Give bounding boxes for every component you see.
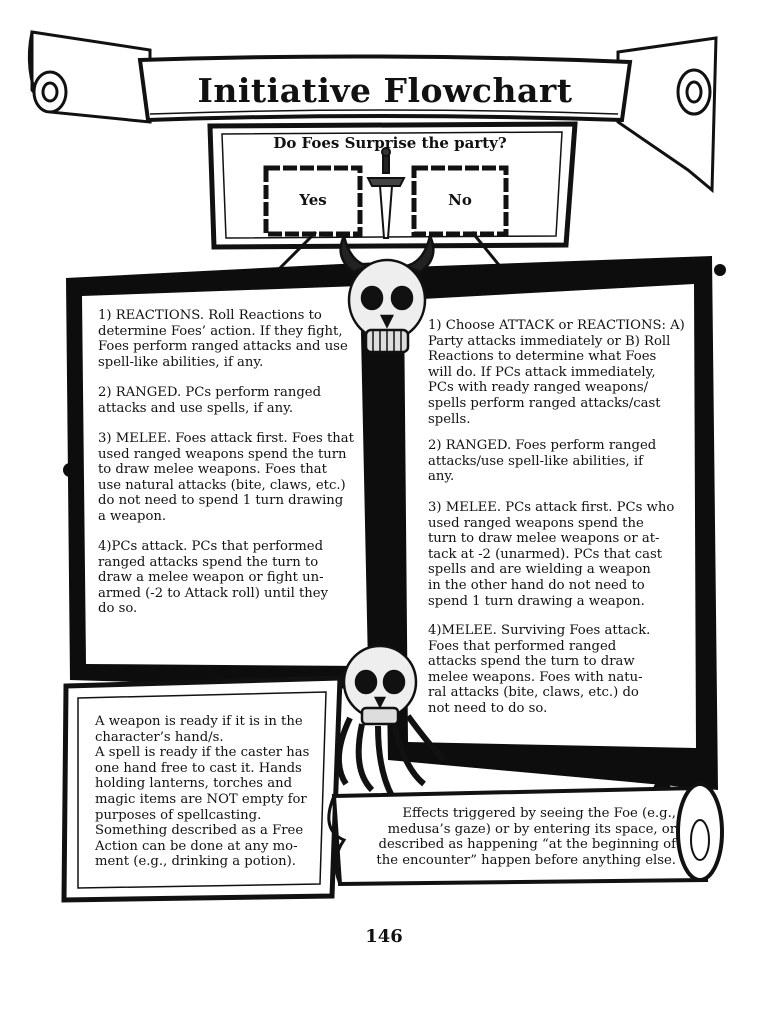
yes-step-4: 4)PCs attack. PCs that performed ranged attacks spend the turn to draw a melee weapon or fight un- armed (-2 to Attack roll) until they do so. [98,539,329,617]
yes-step-1: 1) REACTIONS. Roll Reactions to determine Foes’ action. If they fight, Foes perform ranged attacks and use spell-like abilities, if any. [98,308,348,370]
no-step-1: 1) Choose ATTACK or REACTIONS: A) Party attacks immediately or B) Roll Reactions to determine what Foes will do. If PCs attack immediately, PCs with ready ranged weapons/ spells perform ranged attacks/cast spells. [428,318,685,427]
no-step-3: 3) MELEE. PCs attack first. PCs who used ranged weapons spend the turn to draw melee weapons or at- tack at -2 (unarmed). PCs that cast spells and are wielding a weapon in the other hand do not need to spend 1 turn drawing a weapon. [428,500,675,609]
yes-step-2: 2) RANGED. PCs perform ranged attacks and use spells, if any. [98,385,322,416]
yes-choice: Yes [299,191,327,209]
no-step-4: 4)MELEE. Surviving Foes attack. Foes that performed ranged attacks spend the turn to draw melee weapons. Foes with natu- ral attacks (bite, claws, etc.) do not need to do so. [428,623,651,716]
page-title: Initiative Flowchart [197,71,573,110]
yes-step-3: 3) MELEE. Foes attack first. Foes that used ranged weapons spend the turn to draw melee weapons. Foes that use natural attacks (bite, claws, etc.) do not need to spend 1 turn drawing a weapon. [98,431,354,524]
ready-note: A weapon is ready if it is in the character’s hand/s. A spell is ready if the caster has one hand free to cast it. Hands holding lanterns, torches and magic items are NOT empty for purposes of spellcasting. Something described as a Free Action can be done at any mo- ment (e.g., drinking a potion). [95,714,310,870]
effects-note: Effects triggered by seeing the Foe (e.g., medusa’s gaze) or by entering its space, or described as happening “at the beginning of the encounter” happen before anything else. [376,806,676,868]
no-step-2: 2) RANGED. Foes perform ranged attacks/use spell-like abilities, if any. [428,438,657,485]
page-number: 146 [365,926,403,947]
no-choice: No [448,191,472,209]
surprise-question: Do Foes Surprise the party? [273,134,507,152]
